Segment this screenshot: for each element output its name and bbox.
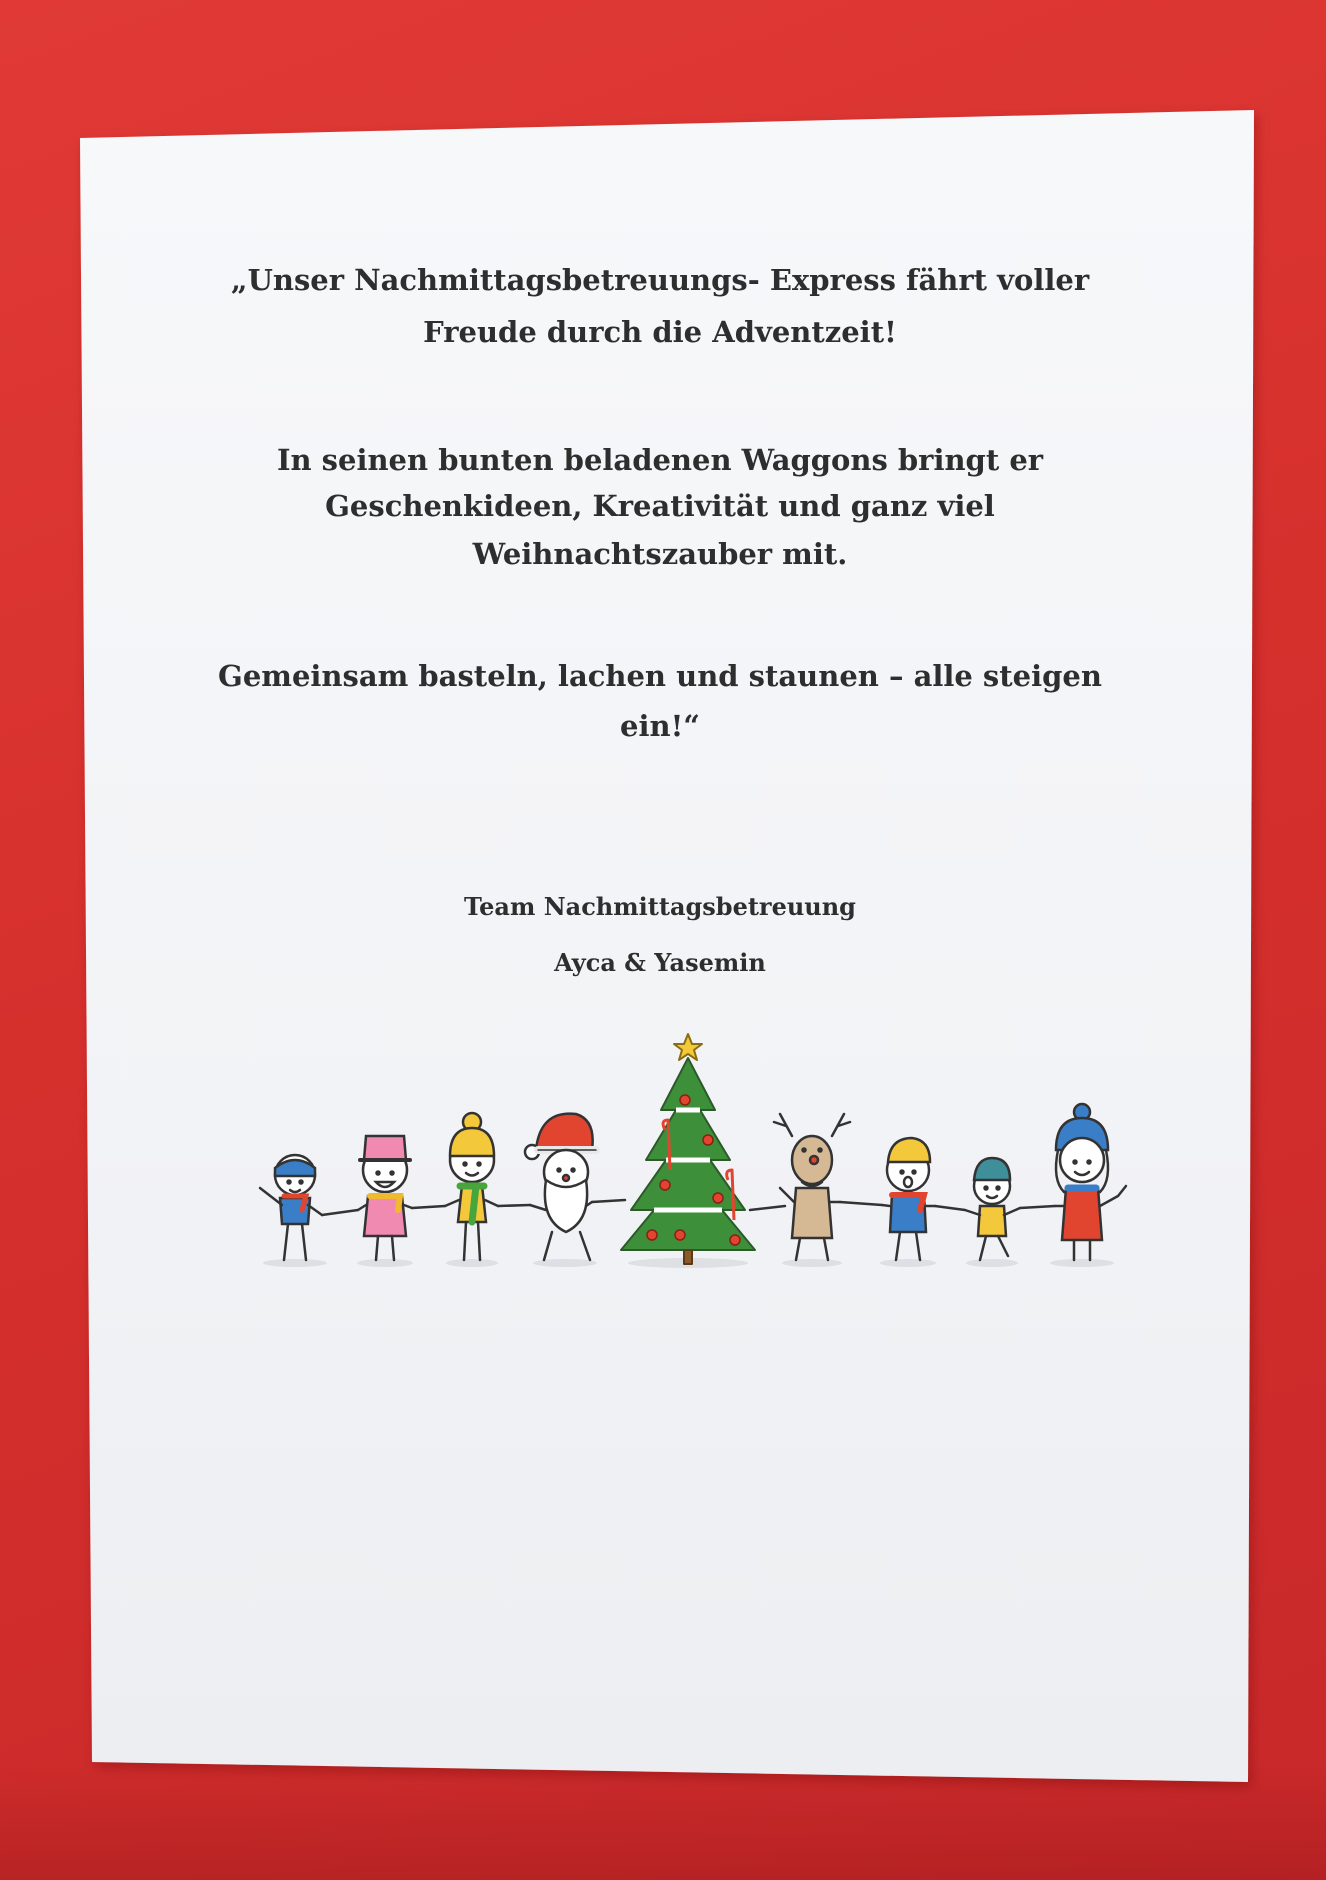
poem-line: ein!“: [620, 709, 700, 743]
author-names: Ayca & Yasemin: [554, 948, 766, 977]
poem-line: „Unser Nachmittagsbetreuungs- Express fährt voller: [230, 263, 1090, 297]
girl-blue-headband-figure: [260, 1155, 322, 1260]
christmas-illustration: [240, 1010, 1140, 1280]
poem-line: Geschenkideen, Kreativität und ganz viel: [325, 489, 995, 523]
poster-content: [180, 0, 1140, 1880]
christmas-tree-figure: [621, 1034, 755, 1264]
team-name: Team Nachmittagsbetreuung: [464, 892, 856, 921]
boy-yellow-cap-figure: [882, 1138, 935, 1260]
poem-line: Freude durch die Adventzeit!: [423, 315, 897, 349]
boy-yellow-beanie-figure: [445, 1113, 498, 1260]
poem-line: Weihnachtszauber mit.: [472, 537, 848, 571]
reindeer-figure: [774, 1114, 850, 1260]
poem-line: In seinen bunten beladenen Waggons bringt er: [276, 443, 1044, 477]
child-teal-beanie-figure: [965, 1158, 1020, 1260]
girl-pink-hat-figure: [358, 1136, 412, 1260]
poem-line: Gemeinsam basteln, lachen und staunen – alle steigen: [218, 659, 1102, 693]
girl-blue-beanie-figure: [1055, 1104, 1126, 1260]
santa-claus-figure: [525, 1114, 596, 1260]
